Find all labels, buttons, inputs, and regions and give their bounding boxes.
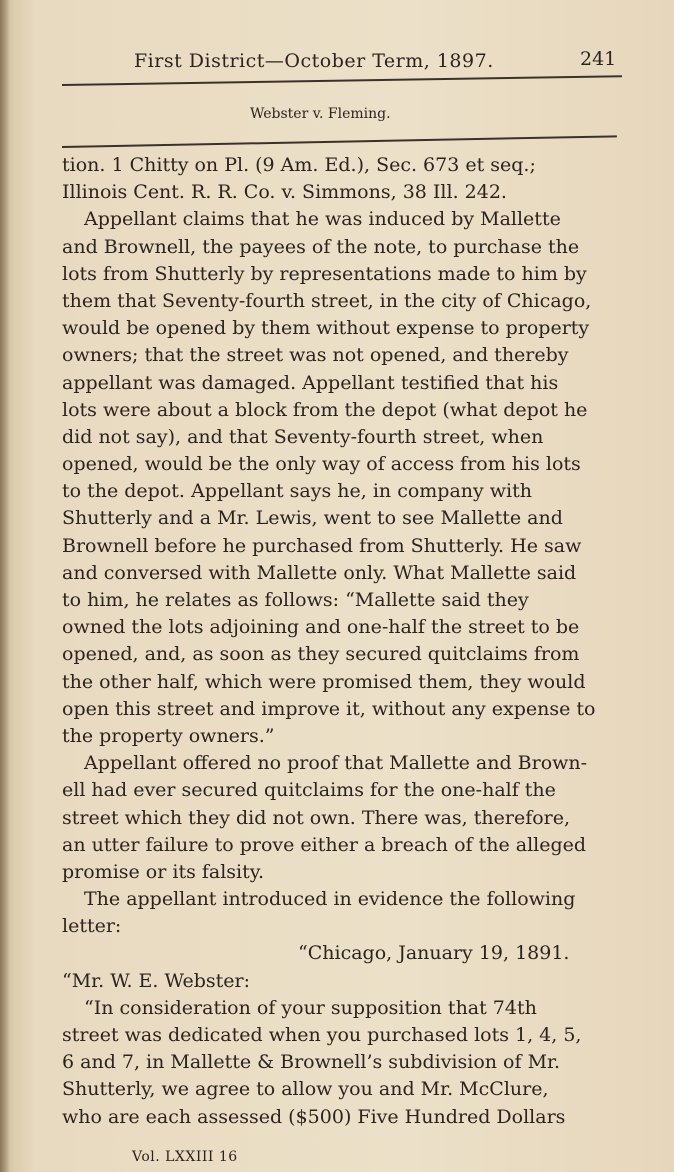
text-line: lots from Shutterly by representations made to him by <box>62 262 587 285</box>
text-line: owned the lots adjoining and one-half the street to be <box>62 616 580 639</box>
page-number: 241 <box>580 48 617 70</box>
text-line: the other half, which were promised them, they would <box>62 670 586 693</box>
text-line: letter: <box>62 915 122 938</box>
text-line: street was dedicated when you purchased lots 1, 4, 5, <box>62 1024 582 1046</box>
running-head: Webster v. Fleming. <box>250 106 391 122</box>
text-line: Appellant offered no proof that Mallette and Brown- <box>84 752 588 775</box>
header-rule <box>62 75 622 86</box>
text-line: opened, would be the only way of access from his lots <box>62 453 581 476</box>
text-line: lots were about a block from the depot (what depot he <box>62 398 588 421</box>
text-line: opened, and, as soon as they secured quitclaims from <box>62 643 580 666</box>
text-line: Shutterly and a Mr. Lewis, went to see Mallette and <box>62 507 563 530</box>
text-line: Brownell before he purchased from Shutterly. He saw <box>62 534 582 557</box>
text-line: and Brownell, the payees of the note, to purchase the <box>62 235 580 258</box>
text-line: Shutterly, we agree to allow you and Mr. McClure, <box>62 1078 549 1101</box>
text-line: would be opened by them without expense to property <box>62 317 590 340</box>
running-head-rule <box>62 135 617 148</box>
text-line: street which they did not own. There was, therefore, <box>62 806 571 829</box>
page-footer-signature: Vol. LXXIII 16 <box>132 1149 238 1165</box>
text-line: “In consideration of your supposition that 74th <box>84 996 537 1019</box>
text-line: 6 and 7, in Mallette & Brownell’s subdivision of Mr. <box>62 1051 561 1074</box>
text-line: to him, he relates as follows: “Mallette said they <box>62 589 529 611</box>
page-spine-shadow <box>0 0 10 1172</box>
text-line: did not say), and that Seventy-fourth street, when <box>62 425 544 448</box>
letter-salutation: “Mr. W. E. Webster: <box>62 969 250 992</box>
text-line: Appellant claims that he was induced by Mallette <box>84 208 561 231</box>
text-line: and conversed with Mallette only. What Mallette said <box>62 561 577 584</box>
body-text <box>62 152 624 1131</box>
text-line: ell had ever secured quitclaims for the one-half the <box>62 779 556 802</box>
page-header-title: First District—October Term, 1897. <box>134 50 494 72</box>
text-line: an utter failure to prove either a breach of the alleged <box>62 833 587 856</box>
text-line: promise or its falsity. <box>62 860 265 883</box>
letter-date-line: “Chicago, January 19, 1891. <box>298 942 570 965</box>
text-line: open this street and improve it, without any expense to <box>62 697 596 720</box>
text-line: Illinois Cent. R. R. Co. v. Simmons, 38 Ill. 242. <box>62 181 507 204</box>
text-line: who are each assessed ($500) Five Hundred Dollars <box>62 1105 566 1128</box>
text-line: them that Seventy-fourth street, in the city of Chicago, <box>62 289 592 312</box>
text-line: the property owners.” <box>62 724 275 747</box>
text-line: owners; that the street was not opened, and thereby <box>62 344 569 367</box>
text-line: appellant was damaged. Appellant testified that his <box>62 371 559 394</box>
text-line: tion. 1 Chitty on Pl. (9 Am. Ed.), Sec. 673 et seq.; <box>62 154 536 176</box>
text-line: The appellant introduced in evidence the following <box>84 888 576 911</box>
text-line: to the depot. Appellant says he, in company with <box>62 480 532 503</box>
